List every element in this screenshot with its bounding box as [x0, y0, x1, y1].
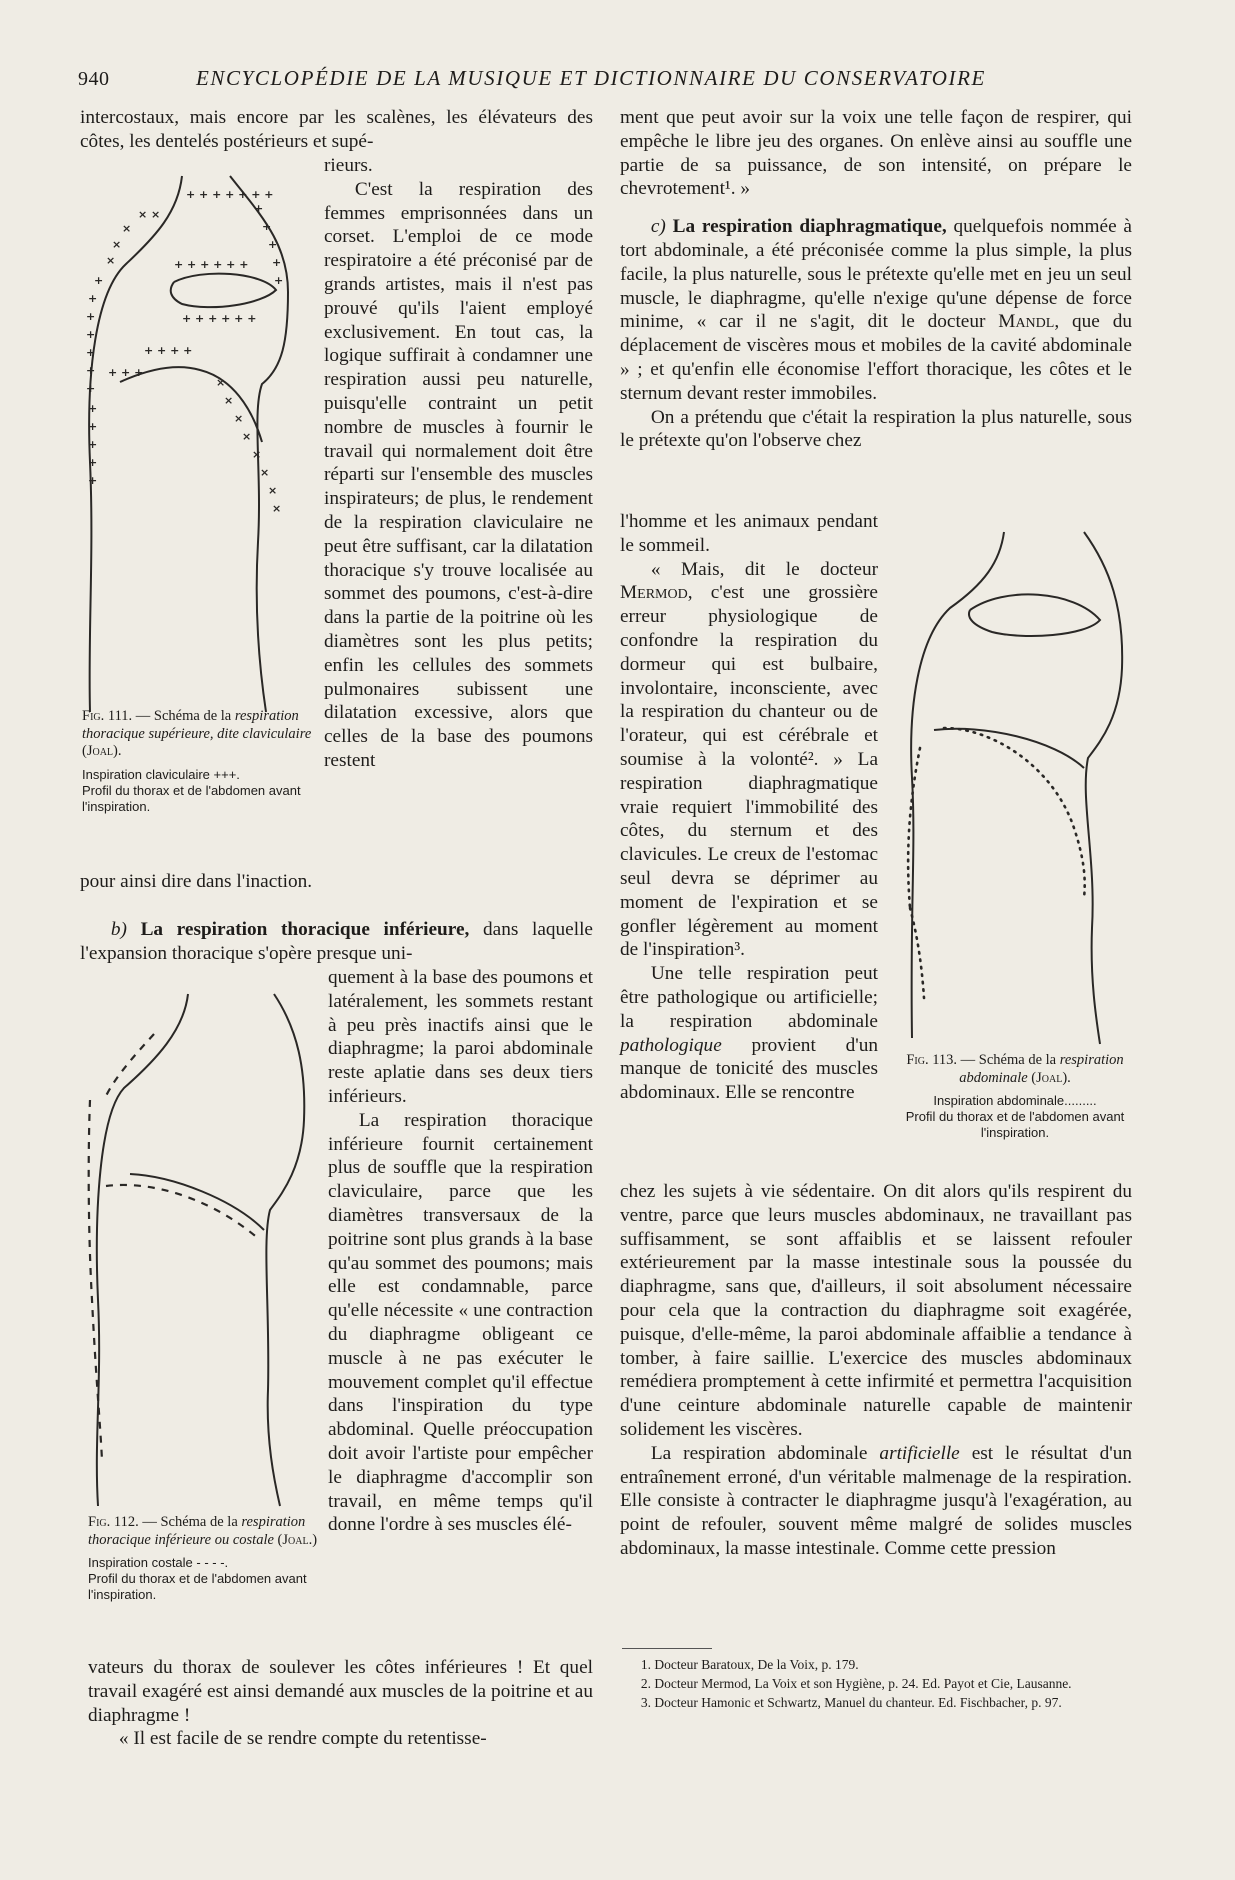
svg-text:+: + [88, 420, 98, 433]
svg-text:×: × [216, 376, 226, 389]
figure-111-legend: Inspiration claviculaire +++. Profil du thorax et de l'abdomen avant l'inspiration. [82, 766, 301, 814]
svg-text:+: + [86, 382, 96, 395]
paragraph-intro-end: rieurs. [324, 155, 373, 176]
paragraph-intro: intercostaux, mais encore par les scalènes, les élévateurs des côtes, les dentelés postérieurs et supé- [80, 107, 593, 152]
svg-text:+: + [88, 474, 98, 487]
svg-text:+: + [88, 292, 98, 305]
section-b-heading: b) La respiration thoracique inférieure, dans laquelle l'expansion thoracique s'opère presque uni- [80, 919, 593, 964]
footnote-3: 3. Docteur Hamonic et Schwartz, Manuel du chanteur. Ed. Fischbacher, p. 97. [640, 1695, 1062, 1710]
left-bottom-text [88, 1656, 593, 1751]
svg-text:+ + + + + + +: + + + + + + + [186, 188, 274, 201]
paragraph-pathologique-end: chez les sujets à vie sédentaire. On dit alors qu'ils respirent du ventre, parce que leurs muscles abdominaux, ne travaillant pas suffisamment, se sont affaiblis et se laissent refouler extérieurement par la masse intestinale sous la poussée du diaphragme, sans que, d'ailleurs, il soit absolument nécessaire pour cela que la contraction du diaphragme soit exagérée, puisque, d'elle-même, la paroi abdominale affaiblie a tendance à tomber, à faire saillie. L'exercice des muscles abdominaux remédiera promptement à cette infirmité et permettra l'acquisition d'une ceinture abdominale naturelle capable de maintenir solidement les viscères. [620, 1181, 1132, 1440]
figure-111-caption: Fig. 111. — Schéma de la respiration thoracique supérieure, dite claviculaire (Joal). Inspiration claviculaire +++. Profil du thorax et de l'abdomen avant l'inspiration. [82, 708, 312, 814]
right-narrow-column [620, 510, 878, 1105]
svg-text:×: × [272, 502, 282, 515]
paragraph-pretendu: On a prétendu que c'était la respiration la plus naturelle, sous le prétexte qu'on l'observe chez [620, 406, 1132, 452]
svg-text:×: × [260, 466, 270, 479]
svg-text:+: + [88, 438, 98, 451]
svg-text:+: + [262, 220, 272, 233]
figure-113-number: Fig. 113. [906, 1052, 958, 1068]
svg-text:+: + [88, 402, 98, 415]
svg-text:+: + [86, 346, 96, 359]
paragraph-facile: « Il est facile de se rendre compte du retentisse- [118, 1728, 487, 1750]
footnote-2: 2. Docteur Mermod, La Voix et son Hygiène, p. 24. Ed. Payot et Cie, Lausanne. [640, 1676, 1072, 1691]
svg-text:+ + + +: + + + + [144, 344, 193, 357]
paragraph-section-b: quement à la base des poumons et latéralement, les sommets restant à peu près inactifs ainsi que le diaphragme; la paroi abdominale reste aplatie dans ses deux tiers inférieurs. [328, 967, 593, 1107]
paragraph-souffle: La respiration thoracique inférieure fournit certainement plus de souffle que la respiration claviculaire, parce que les diamètres transversaux de la poitrine sont plus grands à la base qu'au sommet des poumons; mais elle est condamnable, parce qu'elle nécessite « une contraction du diaphragme obligeant ce muscle à ne pas exécuter le mouvement complet qu'il effectue dans l'inspiration du type abdominal. Quelle préoccupation doit avoir l'artiste pour empêcher le diaphragme d'accomplir son travail, en même temps qu'il donne l'ordre à ses muscles élé- [328, 1109, 593, 1536]
page-number: 940 [78, 68, 110, 90]
figure-113-legend: Inspiration abdominale......... Profil du thorax et de l'abdomen avant l'inspiration. [905, 1093, 1125, 1140]
svg-text:+ + + + + +: + + + + + + [182, 312, 257, 325]
svg-text:×: × [122, 222, 132, 235]
footnotes [622, 1656, 1137, 1713]
section-b-title: La respiration thoracique inférieure, [140, 919, 470, 940]
svg-text:+: + [254, 202, 264, 215]
figure-112-diagram [84, 990, 320, 1510]
running-header [78, 66, 1138, 94]
svg-text:+: + [268, 238, 278, 251]
paragraph-section-c: c) La respiration diaphragmatique, quelquefois nommée à tort abdominale, a été préconisée comme la plus simple, la plus facile, la plus naturelle, sous le prétexte qu'elle met en jeu un seul muscle, le diaphragme, qu'elle n'exige qu'une dépense de force minime, « car il ne s'agit, dit le docteur Mandl, que du déplacement de viscères mous et mobiles de la cavité abdominale » ; et qu'enfin elle économise l'effort thoracique, les côtes et le sternum devant rester immobiles. [620, 216, 1132, 404]
svg-text:+: + [272, 256, 282, 269]
svg-text:+: + [274, 274, 284, 287]
svg-text:+: + [86, 364, 96, 377]
svg-text:+: + [88, 456, 98, 469]
svg-text:×: × [106, 254, 116, 267]
svg-text:+ + + + + +: + + + + + + [174, 258, 249, 271]
svg-text:×: × [268, 484, 278, 497]
paragraph-mermod: « Mais, dit le docteur Mermod, c'est une grossière erreur physiologique de confondre la respiration du dormeur qui est bulbaire, involontaire, inconsciente, avec la respiration du chanteur ou de l'orateur, qui est cérébrale et soumise à la volonté². » La respiration diaphragmatique vraie requiert l'immobilité des côtes, du sternum et des clavicules. Le creux de l'estomac seul devra se déprimer au moment de l'expiration et se gonfler légèrement au moment de l'inspiration³. [620, 558, 878, 961]
paragraph-souffle-end: vateurs du thorax de soulever les côtes inférieures ! Et quel travail exagéré est ainsi demandé aux muscles de la poitrine et au diaphragme ! [88, 1657, 593, 1726]
paragraph-retentissement: ment que peut avoir sur la voix une telle façon de respirer, qui empêche le libre jeu des organes. On enlève ainsi au souffle une partie de sa puissance, de son intensité, on prépare le chevrotement¹. » [620, 107, 1132, 200]
figure-111-number: Fig. 111. [82, 708, 133, 724]
figure-112-caption: Fig. 112. — Schéma de la respiration thoracique inférieure ou costale (Joal.) Inspiration costale - - - -. Profil du thorax et de l'abdomen avant l'inspiration. [88, 1514, 324, 1603]
svg-text:+: + [86, 328, 96, 341]
figure-113-diagram [904, 528, 1140, 1050]
footnote-1: 1. Docteur Baratoux, De la Voix, p. 179. [640, 1657, 859, 1672]
paragraph-pathologique: Une telle respiration peut être pathologique ou artificielle; la respiration abdominale pathologique provient d'un manque de tonicité des muscles abdominaux. Elle se rencontre [620, 963, 878, 1104]
running-title: ENCYCLOPÉDIE DE LA MUSIQUE ET DICTIONNAIRE DU CONSERVATOIRE [196, 66, 986, 90]
svg-text:+: + [86, 310, 96, 323]
right-top-text [620, 106, 1132, 453]
paragraph-corset: C'est la respiration des femmes emprisonnées dans un corset. L'emploi de ce mode respiratoire a été préconisé par de grands artistes, mais il n'est pas prouvé qu'ils l'aient employé exclusivement. En tout cas, la logique suffirait à condamner une respiration aussi peu naturelle, puisqu'elle contraint un petit nombre de muscles à fournir le travail qui normalement doit être réparti sur l'ensemble des muscles inspirateurs; de plus, le rendement de la respiration claviculaire ne peut être suffisant, car la dilatation thoracique s'y trouve localisée au sommet des poumons, c'est-à-dire dans la partie de la poitrine où les diamètres sont les plus petits; enfin les cellules des sommets pulmonaires subissent une dilatation excessive, alors que celles de la base des poumons restent [324, 178, 593, 771]
paragraph-artificielle: La respiration abdominale artificielle est le résultat d'un entraînement erroné, d'un véritable malmenage de la respiration. Elle consiste à contracter le diaphragme jusqu'à l'exagération, au point de refouler, souvent même malgré de solides muscles abdominaux, la masse intestinale. Comme cette pression [620, 1442, 1132, 1559]
left-paragraph-inaction: pour ainsi dire dans l'inaction. [80, 871, 313, 892]
svg-text:+ + +: + + + [108, 366, 144, 379]
svg-text:×: × [242, 430, 252, 443]
svg-text:×: × [252, 448, 262, 461]
svg-text:+: + [94, 274, 104, 287]
figure-113-caption: Fig. 113. — Schéma de la respiration abdominale (Joal). Inspiration abdominale......... Profil du thorax et de l'abdomen avant l'inspiration. [890, 1052, 1140, 1141]
svg-text:×: × [112, 238, 122, 251]
figure-112-legend: Inspiration costale - - - -. Profil du thorax et de l'abdomen avant l'inspiration. [88, 1555, 307, 1602]
left-intro [80, 106, 593, 154]
left-narrow-column-2 [328, 966, 593, 1537]
svg-text:×: × [224, 394, 234, 407]
footnote-rule [622, 1648, 712, 1649]
figure-112-number: Fig. 112. [88, 1514, 139, 1530]
figure-111-diagram [82, 172, 312, 720]
svg-text:×: × [234, 412, 244, 425]
paragraph-pretendu-end: l'homme et les animaux pendant le sommeil. [620, 511, 878, 556]
svg-text:× ×: × × [138, 208, 161, 221]
left-narrow-column-1 [324, 154, 593, 773]
section-c-title: La respiration diaphragmatique, [672, 216, 947, 238]
right-bottom-text [620, 1180, 1132, 1561]
